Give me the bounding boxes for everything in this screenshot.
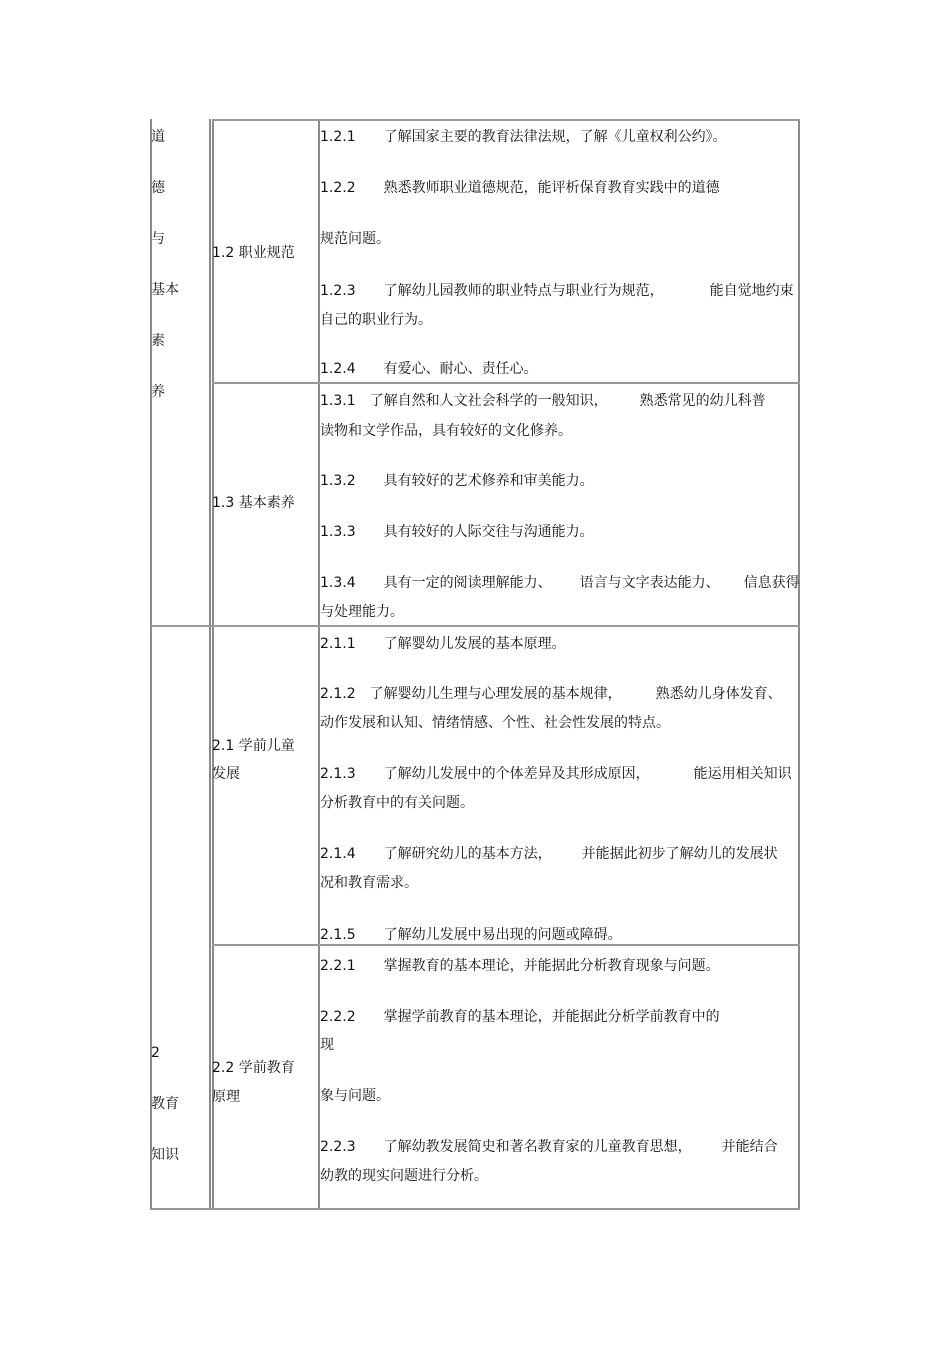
col2-left-border bbox=[212, 119, 214, 1210]
item-text: 了解婴幼儿发展的基本原理。 bbox=[383, 636, 566, 652]
item-2-1-3-cont: 分析教育中的有关问题。 bbox=[320, 795, 474, 811]
item-1-3-3 bbox=[320, 524, 594, 540]
item-2-2-3-cont: 幼教的现实问题进行分析。 bbox=[320, 1168, 488, 1184]
item-2-1-2 bbox=[320, 686, 782, 702]
item-2-1-2-cont: 动作发展和认知、情绪情感、个性、社会性发展的特点。 bbox=[320, 715, 670, 731]
item-number: 2.2.1 bbox=[320, 958, 356, 974]
item-1-2-3 bbox=[320, 283, 794, 299]
category-char: 基本 bbox=[151, 282, 179, 298]
item-number: 2.1.2 bbox=[320, 686, 356, 702]
item-text: 并能结合 bbox=[721, 1139, 778, 1155]
category-char: 养 bbox=[151, 384, 165, 400]
row-divider-bottom bbox=[150, 1208, 800, 1210]
item-number: 2.2.3 bbox=[320, 1139, 356, 1155]
item-1-2-3-cont: 自己的职业行为。 bbox=[320, 312, 432, 328]
item-number: 2.1.5 bbox=[320, 927, 356, 943]
col1-right-border bbox=[209, 119, 211, 1210]
section-label-2-2-cont: 原理 bbox=[212, 1089, 240, 1105]
item-1-2-2 bbox=[320, 180, 720, 196]
item-text: 熟悉幼儿身体发育、 bbox=[655, 686, 782, 702]
item-text: 掌握教育的基本理论，并能据此分析教育现象与问题。 bbox=[383, 958, 720, 974]
item-2-2-2 bbox=[320, 1009, 720, 1025]
item-1-3-1-cont: 读物和文学作品，具有较好的文化修养。 bbox=[320, 423, 572, 439]
item-number: 1.2.3 bbox=[320, 283, 356, 299]
item-text: 并能据此初步了解幼儿的发展状 bbox=[581, 846, 778, 862]
item-number: 2.1.1 bbox=[320, 636, 356, 652]
item-1-3-4-cont: 与处理能力。 bbox=[320, 604, 404, 620]
item-text: 了解研究幼儿的基本方法， bbox=[383, 846, 552, 862]
item-1-3-4 bbox=[320, 575, 800, 591]
row-divider-2 bbox=[150, 625, 800, 627]
item-1-3-1 bbox=[320, 393, 766, 409]
item-text: 了解幼教发展简史和著名教育家的儿童教育思想， bbox=[383, 1139, 692, 1155]
item-number: 1.2.4 bbox=[320, 361, 356, 377]
item-text: 信息获得 bbox=[743, 575, 800, 591]
item-number: 1.3.3 bbox=[320, 524, 356, 540]
item-text: 有爱心、耐心、责任心。 bbox=[383, 361, 538, 377]
item-2-1-5 bbox=[320, 927, 622, 943]
item-text: 能运用相关知识 bbox=[693, 766, 792, 782]
item-text: 具有较好的艺术修养和审美能力。 bbox=[383, 473, 594, 489]
category-line: 2 bbox=[151, 1045, 160, 1061]
item-1-3-2 bbox=[320, 473, 594, 489]
item-text: 熟悉教师职业道德规范，能评析保育教育实践中的道德 bbox=[383, 180, 720, 196]
category-char: 与 bbox=[151, 231, 165, 247]
item-text: 掌握学前教育的基本理论，并能据此分析学前教育中的 bbox=[383, 1009, 720, 1025]
row-divider-1 bbox=[212, 382, 800, 384]
item-2-1-3 bbox=[320, 766, 792, 782]
item-2-1-4-cont: 况和教育需求。 bbox=[320, 875, 418, 891]
category-line: 教育 bbox=[151, 1096, 179, 1112]
row-divider-top bbox=[212, 119, 800, 121]
item-1-2-1 bbox=[320, 129, 727, 145]
item-number: 1.3.4 bbox=[320, 575, 356, 591]
item-number: 2.1.4 bbox=[320, 846, 356, 862]
item-text: 熟悉常见的幼儿科普 bbox=[639, 393, 766, 409]
item-text: 了解婴幼儿生理与心理发展的基本规律， bbox=[369, 686, 622, 702]
item-number: 1.3.2 bbox=[320, 473, 356, 489]
item-number: 1.2.1 bbox=[320, 129, 356, 145]
item-1-2-4 bbox=[320, 361, 538, 377]
item-text: 语言与文字表达能力、 bbox=[579, 575, 720, 591]
item-2-2-1 bbox=[320, 958, 720, 974]
section-label-2-1-cont: 发展 bbox=[212, 766, 240, 782]
category-char: 德 bbox=[151, 180, 165, 196]
item-2-2-3 bbox=[320, 1139, 778, 1155]
item-2-1-4 bbox=[320, 846, 778, 862]
table-right-border bbox=[798, 119, 800, 1210]
item-number: 2.2.2 bbox=[320, 1009, 356, 1025]
section-label-1-2: 1.2 职业规范 bbox=[212, 245, 295, 261]
category-line: 知识 bbox=[151, 1147, 179, 1163]
section-label-2-1: 2.1 学前儿童 bbox=[212, 738, 295, 754]
item-text: 了解幼儿发展中易出现的问题或障碍。 bbox=[383, 927, 622, 943]
section-label-2-2: 2.2 学前教育 bbox=[212, 1060, 295, 1076]
category-char: 道 bbox=[151, 129, 165, 145]
item-text: 了解国家主要的教育法律法规，了解《儿童权利公约》。 bbox=[383, 129, 727, 145]
item-text: 了解幼儿园教师的职业特点与职业行为规范， bbox=[383, 283, 664, 299]
section-label-1-3: 1.3 基本素养 bbox=[212, 495, 295, 511]
item-1-2-2-cont: 规范问题。 bbox=[320, 231, 390, 247]
item-text: 具有较好的人际交往与沟通能力。 bbox=[383, 524, 594, 540]
item-2-1-1 bbox=[320, 636, 566, 652]
row-divider-3 bbox=[212, 944, 800, 946]
item-number: 2.1.3 bbox=[320, 766, 356, 782]
item-text: 能自觉地约束 bbox=[709, 283, 794, 299]
item-text: 了解幼儿发展中的个体差异及其形成原因， bbox=[383, 766, 650, 782]
item-number: 1.2.2 bbox=[320, 180, 356, 196]
item-text: 具有一定的阅读理解能力、 bbox=[383, 575, 552, 591]
item-2-2-2-cont2: 象与问题。 bbox=[320, 1088, 390, 1104]
item-number: 1.3.1 bbox=[320, 393, 356, 409]
item-text: 了解自然和人文社会科学的一般知识， bbox=[369, 393, 608, 409]
item-2-2-2-cont: 现 bbox=[320, 1037, 334, 1053]
category-char: 素 bbox=[151, 333, 165, 349]
